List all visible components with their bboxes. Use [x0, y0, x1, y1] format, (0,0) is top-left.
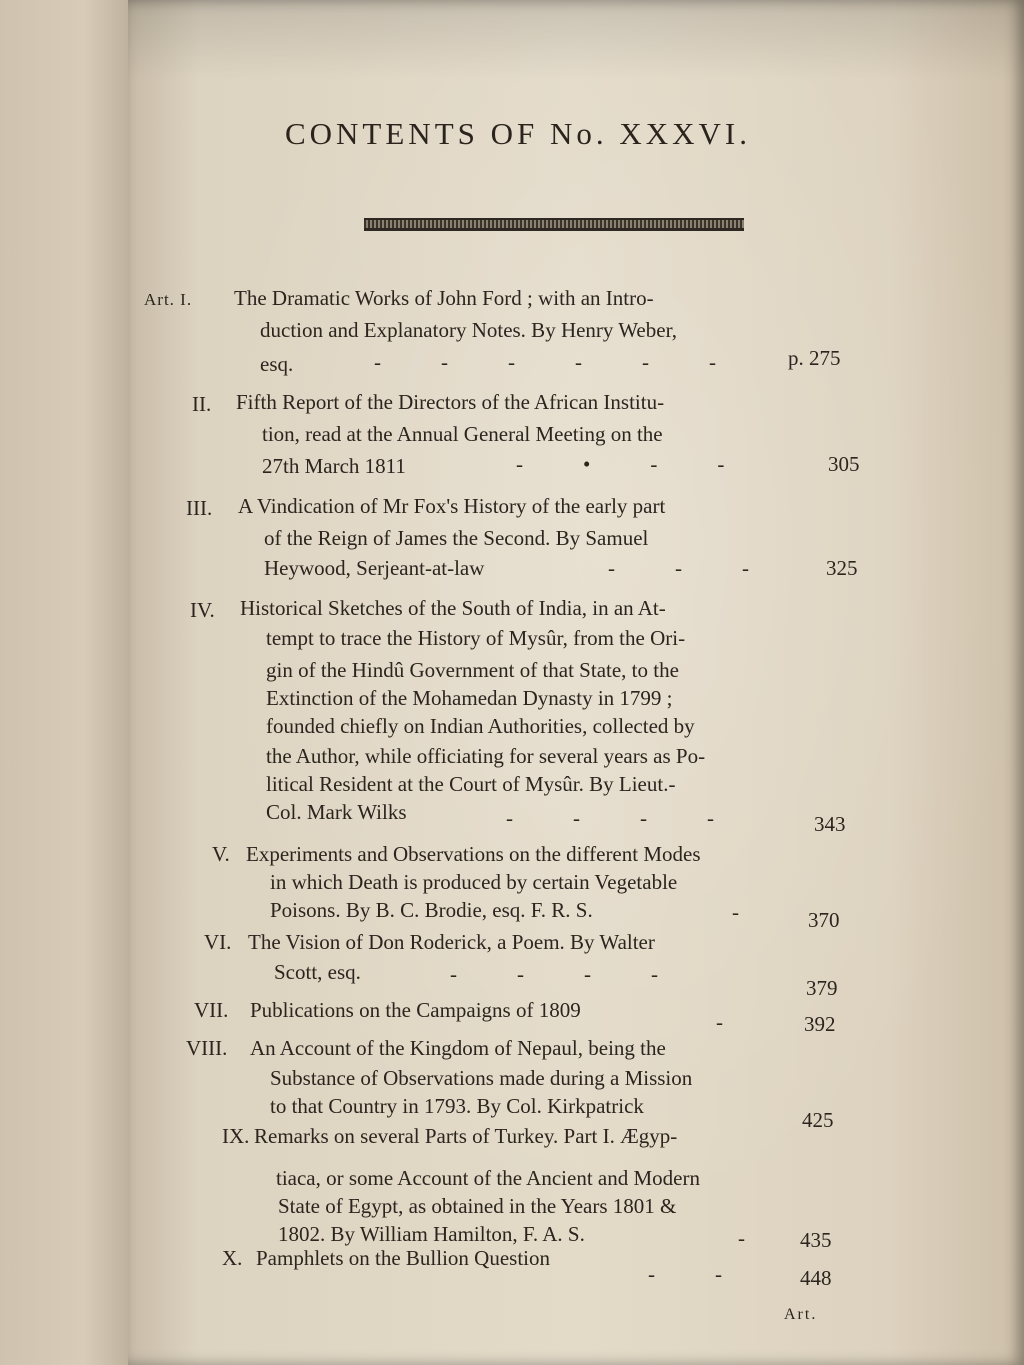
left-page-edge [0, 0, 140, 1365]
article-line: The Vision of Don Roderick, a Poem. By Walter [248, 930, 655, 954]
article-number: IV. [190, 598, 215, 622]
article-line: gin of the Hindû Government of that State, to the [266, 658, 679, 682]
article-page: 435 [800, 1228, 832, 1252]
article-line: State of Egypt, as obtained in the Years 1801 & [278, 1194, 677, 1218]
article-line: tempt to trace the History of Mysûr, from the Ori- [266, 626, 686, 650]
article-page: 379 [806, 976, 838, 1000]
article-number: Art. I. [144, 290, 193, 309]
article-page: p. 275 [788, 346, 841, 370]
leader-dots: - [732, 900, 741, 924]
article-page: 343 [814, 812, 846, 836]
article-page: 325 [826, 556, 858, 580]
article-number: X. [222, 1246, 243, 1270]
article-page: 425 [802, 1108, 834, 1132]
article-line: the Author, while officiating for several years as Po- [266, 744, 706, 768]
leader-dots: - [738, 1226, 747, 1250]
article-line: Substance of Observations made during a Mission [270, 1066, 693, 1090]
article-line: The Dramatic Works of John Ford ; with an Intro- [234, 286, 654, 310]
article-line: litical Resident at the Court of Mysûr. By Lieut.- [266, 772, 676, 796]
article-line: in which Death is produced by certain Vegetable [270, 870, 678, 894]
article-number: VII. [194, 998, 229, 1022]
article-line: A Vindication of Mr Fox's History of the early part [238, 494, 666, 518]
article-number: VIII. [186, 1036, 228, 1060]
article-line: 1802. By William Hamilton, F. A. S. [278, 1222, 585, 1246]
article-number: IX. [222, 1124, 250, 1148]
article-line: duction and Explanatory Notes. By Henry Weber, [260, 318, 677, 342]
leader-dots: - - - - [506, 806, 716, 830]
article-number: III. [186, 496, 213, 520]
article-line: Remarks on several Parts of Turkey. Part I. Ægyp- [254, 1124, 678, 1148]
leader-dots: - - - [608, 556, 751, 580]
leader-dots: - - - - [450, 962, 660, 986]
leader-dots: - - [648, 1262, 724, 1286]
leader-dots: - • - - [516, 452, 727, 476]
article-line: Experiments and Observations on the different Modes [246, 842, 701, 866]
article-number: V. [212, 842, 230, 866]
article-number: II. [192, 392, 212, 416]
article-page: 448 [800, 1266, 832, 1290]
article-line: Historical Sketches of the South of India, in an At- [240, 596, 666, 620]
leader-dots: - - - - - - [374, 350, 718, 374]
page-title: CONTENTS OF No. XXXVI. [284, 116, 752, 151]
article-line: 27th March 1811 [262, 454, 406, 478]
article-line: esq. [260, 352, 294, 376]
article-line: Publications on the Campaigns of 1809 [250, 998, 581, 1022]
article-line: of the Reign of James the Second. By Samuel [264, 526, 649, 550]
article-number: VI. [204, 930, 232, 954]
article-line: tion, read at the Annual General Meeting on the [262, 422, 663, 446]
article-line: to that Country in 1793. By Col. Kirkpatrick [270, 1094, 644, 1118]
article-line: An Account of the Kingdom of Nepaul, being the [250, 1036, 666, 1060]
article-line: Heywood, Serjeant-at-law [264, 556, 485, 580]
leader-dots: - [716, 1010, 725, 1034]
catchword: Art. [784, 1306, 818, 1323]
article-page: 370 [808, 908, 840, 932]
article-line: founded chiefly on Indian Authorities, collected by [266, 714, 695, 738]
contents-list [128, 0, 1024, 1365]
article-line: Col. Mark Wilks [266, 800, 407, 824]
book-page [128, 0, 1024, 1365]
article-line: Fifth Report of the Directors of the African Institu- [236, 390, 665, 414]
article-line: Pamphlets on the Bullion Question [256, 1246, 550, 1270]
article-line: tiaca, or some Account of the Ancient and Modern [276, 1166, 700, 1190]
article-line: Poisons. By B. C. Brodie, esq. F. R. S. [270, 898, 593, 922]
article-line: Extinction of the Mohamedan Dynasty in 1799 ; [266, 686, 673, 710]
article-line: Scott, esq. [274, 960, 361, 984]
article-page: 392 [804, 1012, 836, 1036]
article-page: 305 [828, 452, 860, 476]
